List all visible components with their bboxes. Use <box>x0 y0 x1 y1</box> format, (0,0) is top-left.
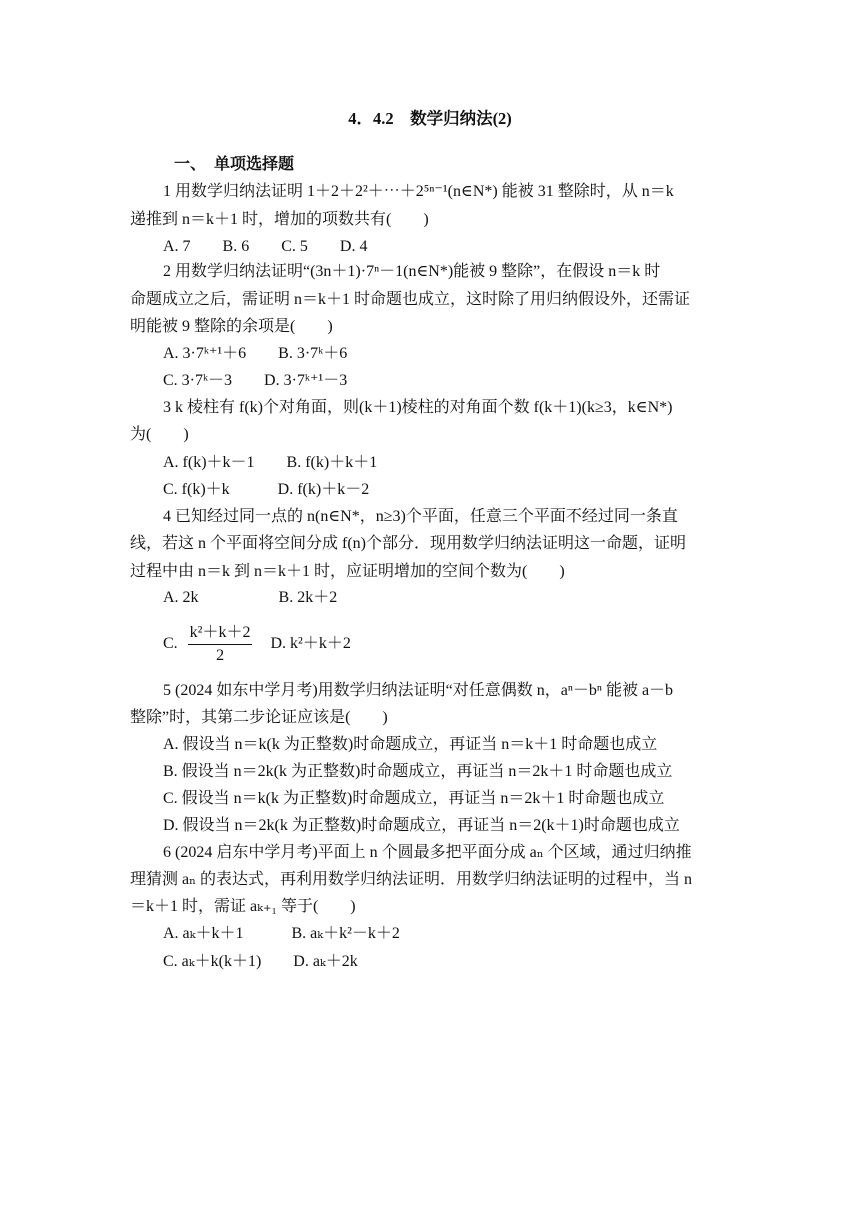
q5-option-d: D. 假设当 n＝2k(k 为正整数)时命题成立，再证当 n＝2(k＋1)时命题也成立 <box>163 817 680 834</box>
q5-option-c: C. 假设当 n＝k(k 为正整数)时命题成立，再证当 n＝2k＋1 时命题也成立 <box>163 790 665 807</box>
q4-stem-line-2: 线，若这 n 个平面将空间分成 f(n)个部分．现用数学归纳法证明这一命题，证明 <box>130 535 686 552</box>
q5-stem-line-1: 5 (2024 如东中学月考)用数学归纳法证明“对任意偶数 n，aⁿ－bⁿ 能被 a－b <box>163 682 674 699</box>
q4-option-d: D. k²＋k＋2 <box>270 635 351 653</box>
q4-options-cd <box>163 622 351 667</box>
q6-stem-line-2: 理猜测 aₙ 的表达式，再利用数学归纳法证明．用数学归纳法证明的过程中，当 n <box>130 871 693 888</box>
q4-options-ab: A. 2k B. 2k＋2 <box>163 589 338 606</box>
page-title: 4．4.2 数学归纳法(2) <box>348 109 512 128</box>
q4-option-c-fraction <box>188 622 253 667</box>
q4-option-c-label: C. <box>163 635 178 653</box>
q3-options-ab: A. f(k)＋k－1 B. f(k)＋k＋1 <box>163 454 378 471</box>
q2-stem-line-3: 明能被 9 整除的余项是( ) <box>130 318 333 335</box>
q3-options-cd: C. f(k)＋k D. f(k)＋k－2 <box>163 481 370 498</box>
q2-options-cd: C. 3·7ᵏ－3 D. 3·7ᵏ⁺¹－3 <box>163 372 348 389</box>
q5-stem-line-2: 整除”时，其第二步论证应该是( ) <box>130 709 388 726</box>
q6-options-cd: C. aₖ＋k(k＋1) D. aₖ＋2k <box>163 953 358 970</box>
q6-stem-line-3: ＝k＋1 时，需证 aₖ₊₁ 等于( ) <box>130 898 356 915</box>
q6-stem-line-1: 6 (2024 启东中学月考)平面上 n 个圆最多把平面分成 aₙ 个区域，通过归纳推 <box>163 844 692 861</box>
q1-stem-line-1: 1 用数学归纳法证明 1＋2＋2²＋⋯＋2⁵ⁿ⁻¹(n∈N*) 能被 31 整除时，从 n＝k <box>163 183 674 200</box>
q5-option-b: B. 假设当 n＝2k(k 为正整数)时命题成立，再证当 n＝2k＋1 时命题也成立 <box>163 763 673 780</box>
q1-stem-line-2: 递推到 n＝k＋1 时，增加的项数共有( ) <box>130 211 429 228</box>
q4-stem-line-3: 过程中由 n＝k 到 n＝k＋1 时，应证明增加的空间个数为( ) <box>130 563 565 580</box>
q2-stem-line-1: 2 用数学归纳法证明“(3n＋1)·7ⁿ－1(n∈N*)能被 9 整除”，在假设 n＝k 时 <box>163 263 661 280</box>
q1-options: A. 7 B. 6 C. 5 D. 4 <box>163 238 368 255</box>
fraction-numerator: k²＋k＋2 <box>188 622 253 645</box>
q2-stem-line-2: 命题成立之后，需证明 n＝k＋1 时命题也成立，这时除了用归纳假设外，还需证 <box>130 291 691 308</box>
q3-stem-line-2: 为( ) <box>130 426 189 443</box>
q4-stem-line-1: 4 已知经过同一点的 n(n∈N*，n≥3)个平面，任意三个平面不经过同一条直 <box>163 508 678 525</box>
q2-options-ab: A. 3·7ᵏ⁺¹＋6 B. 3·7ᵏ＋6 <box>163 345 348 362</box>
section-heading: 一、 单项选择题 <box>174 156 295 173</box>
fraction-denominator: 2 <box>216 647 225 664</box>
q5-option-a: A. 假设当 n＝k(k 为正整数)时命题成立，再证当 n＝k＋1 时命题也成立 <box>163 736 658 753</box>
q3-stem-line-1: 3 k 棱柱有 f(k)个对角面，则(k＋1)棱柱的对角面个数 f(k＋1)(k≥3，k∈N*) <box>163 399 673 416</box>
q6-options-ab: A. aₖ＋k＋1 B. aₖ＋k²－k＋2 <box>163 925 400 942</box>
